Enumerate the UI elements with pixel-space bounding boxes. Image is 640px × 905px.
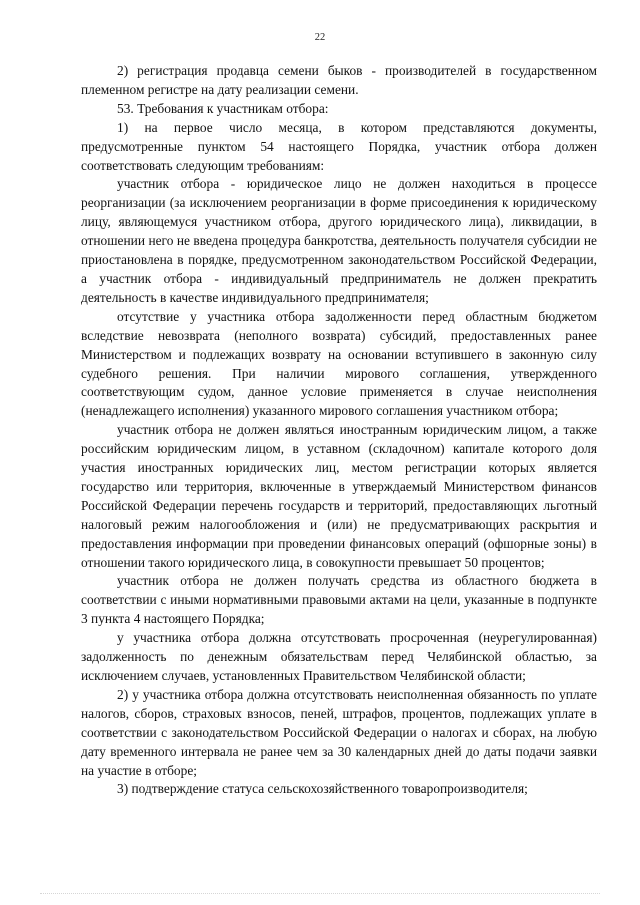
- document-body: [81, 62, 597, 799]
- paragraph: 53. Требования к участникам отбора:: [117, 100, 329, 116]
- paragraph: отсутствие у участника отбора задолженности перед областным бюджетом вследствие невозврата (неполного возврата) субсидий, предоставленных ранее Министерством и подлежащих возврату на основании вступившего в законную силу судебного решения. При наличии мирового соглашения, утвержденного соответствующим судом, данное условие применяется в случае неисполнения (ненадлежащего исполнения) указанного мирового соглашения участником отбора;: [81, 308, 597, 419]
- paragraph: 1) на первое число месяца, в котором представляются документы, предусмотренные пунктом 54 настоящего Порядка, участник отбора должен соответствовать следующим требованиям:: [81, 119, 597, 173]
- page-number: 22: [314, 32, 326, 43]
- paragraph: участник отбора - юридическое лицо не должен находиться в процессе реорганизации (за исключением реорганизации в форме присоединения к юридическому лицу, являющемуся участником отбора, другого юридического лица), ликвидации, в отношении него не введена процедура банкротства, деятельность получателя субсидии не приостановлена в порядке, предусмотренном законодательством Российской Федерации, а участник отбора - индивидуальный предприниматель не должен прекратить деятельность в качестве индивидуального предпринимателя;: [81, 176, 597, 305]
- scan-edge-marks: [40, 893, 600, 898]
- paragraph: 3) подтверждение статуса сельскохозяйственного товаропроизводителя;: [117, 781, 528, 797]
- paragraph: участник отбора не должен являться иностранным юридическим лицом, а также российским юридическим лицом, в уставном (складочном) капитале которого доля участия иностранных юридических лиц, местом регистрации которых является государство или территория, включенные в утверждаемый Министерством финансов Российской Федерации перечень государств и территорий, предоставляющих льготный налоговый режим налогообложения и (или) не предусматривающих раскрытия и предоставления информации при проведении финансовых операций (офшорные зоны) в отношении такого юридического лица, в совокупности превышает 50 процентов;: [81, 422, 597, 570]
- paragraph: 2) у участника отбора должна отсутствовать неисполненная обязанность по уплате налогов, сборов, страховых взносов, пеней, штрафов, процентов, подлежащих уплате в соответствии с законодательством Российской Федерации о налогах и сборах, на любую дату временного интервала не ранее чем за 30 календарных дней до даты подачи заявки на участие в отборе;: [81, 686, 597, 778]
- paragraph: участник отбора не должен получать средства из областного бюджета в соответствии с иными нормативными правовыми актами на цели, указанные в подпункте 3 пункта 4 настоящего Порядка;: [81, 573, 597, 627]
- paragraph: 2) регистрация продавца семени быков - производителей в государственном племенном регистре на дату реализации семени.: [81, 63, 597, 97]
- paragraph: у участника отбора должна отсутствовать просроченная (неурегулированная) задолженность по денежным обязательствам перед Челябинской областью, за исключением случаев, установленных Правительством Челябинской области;: [81, 630, 597, 683]
